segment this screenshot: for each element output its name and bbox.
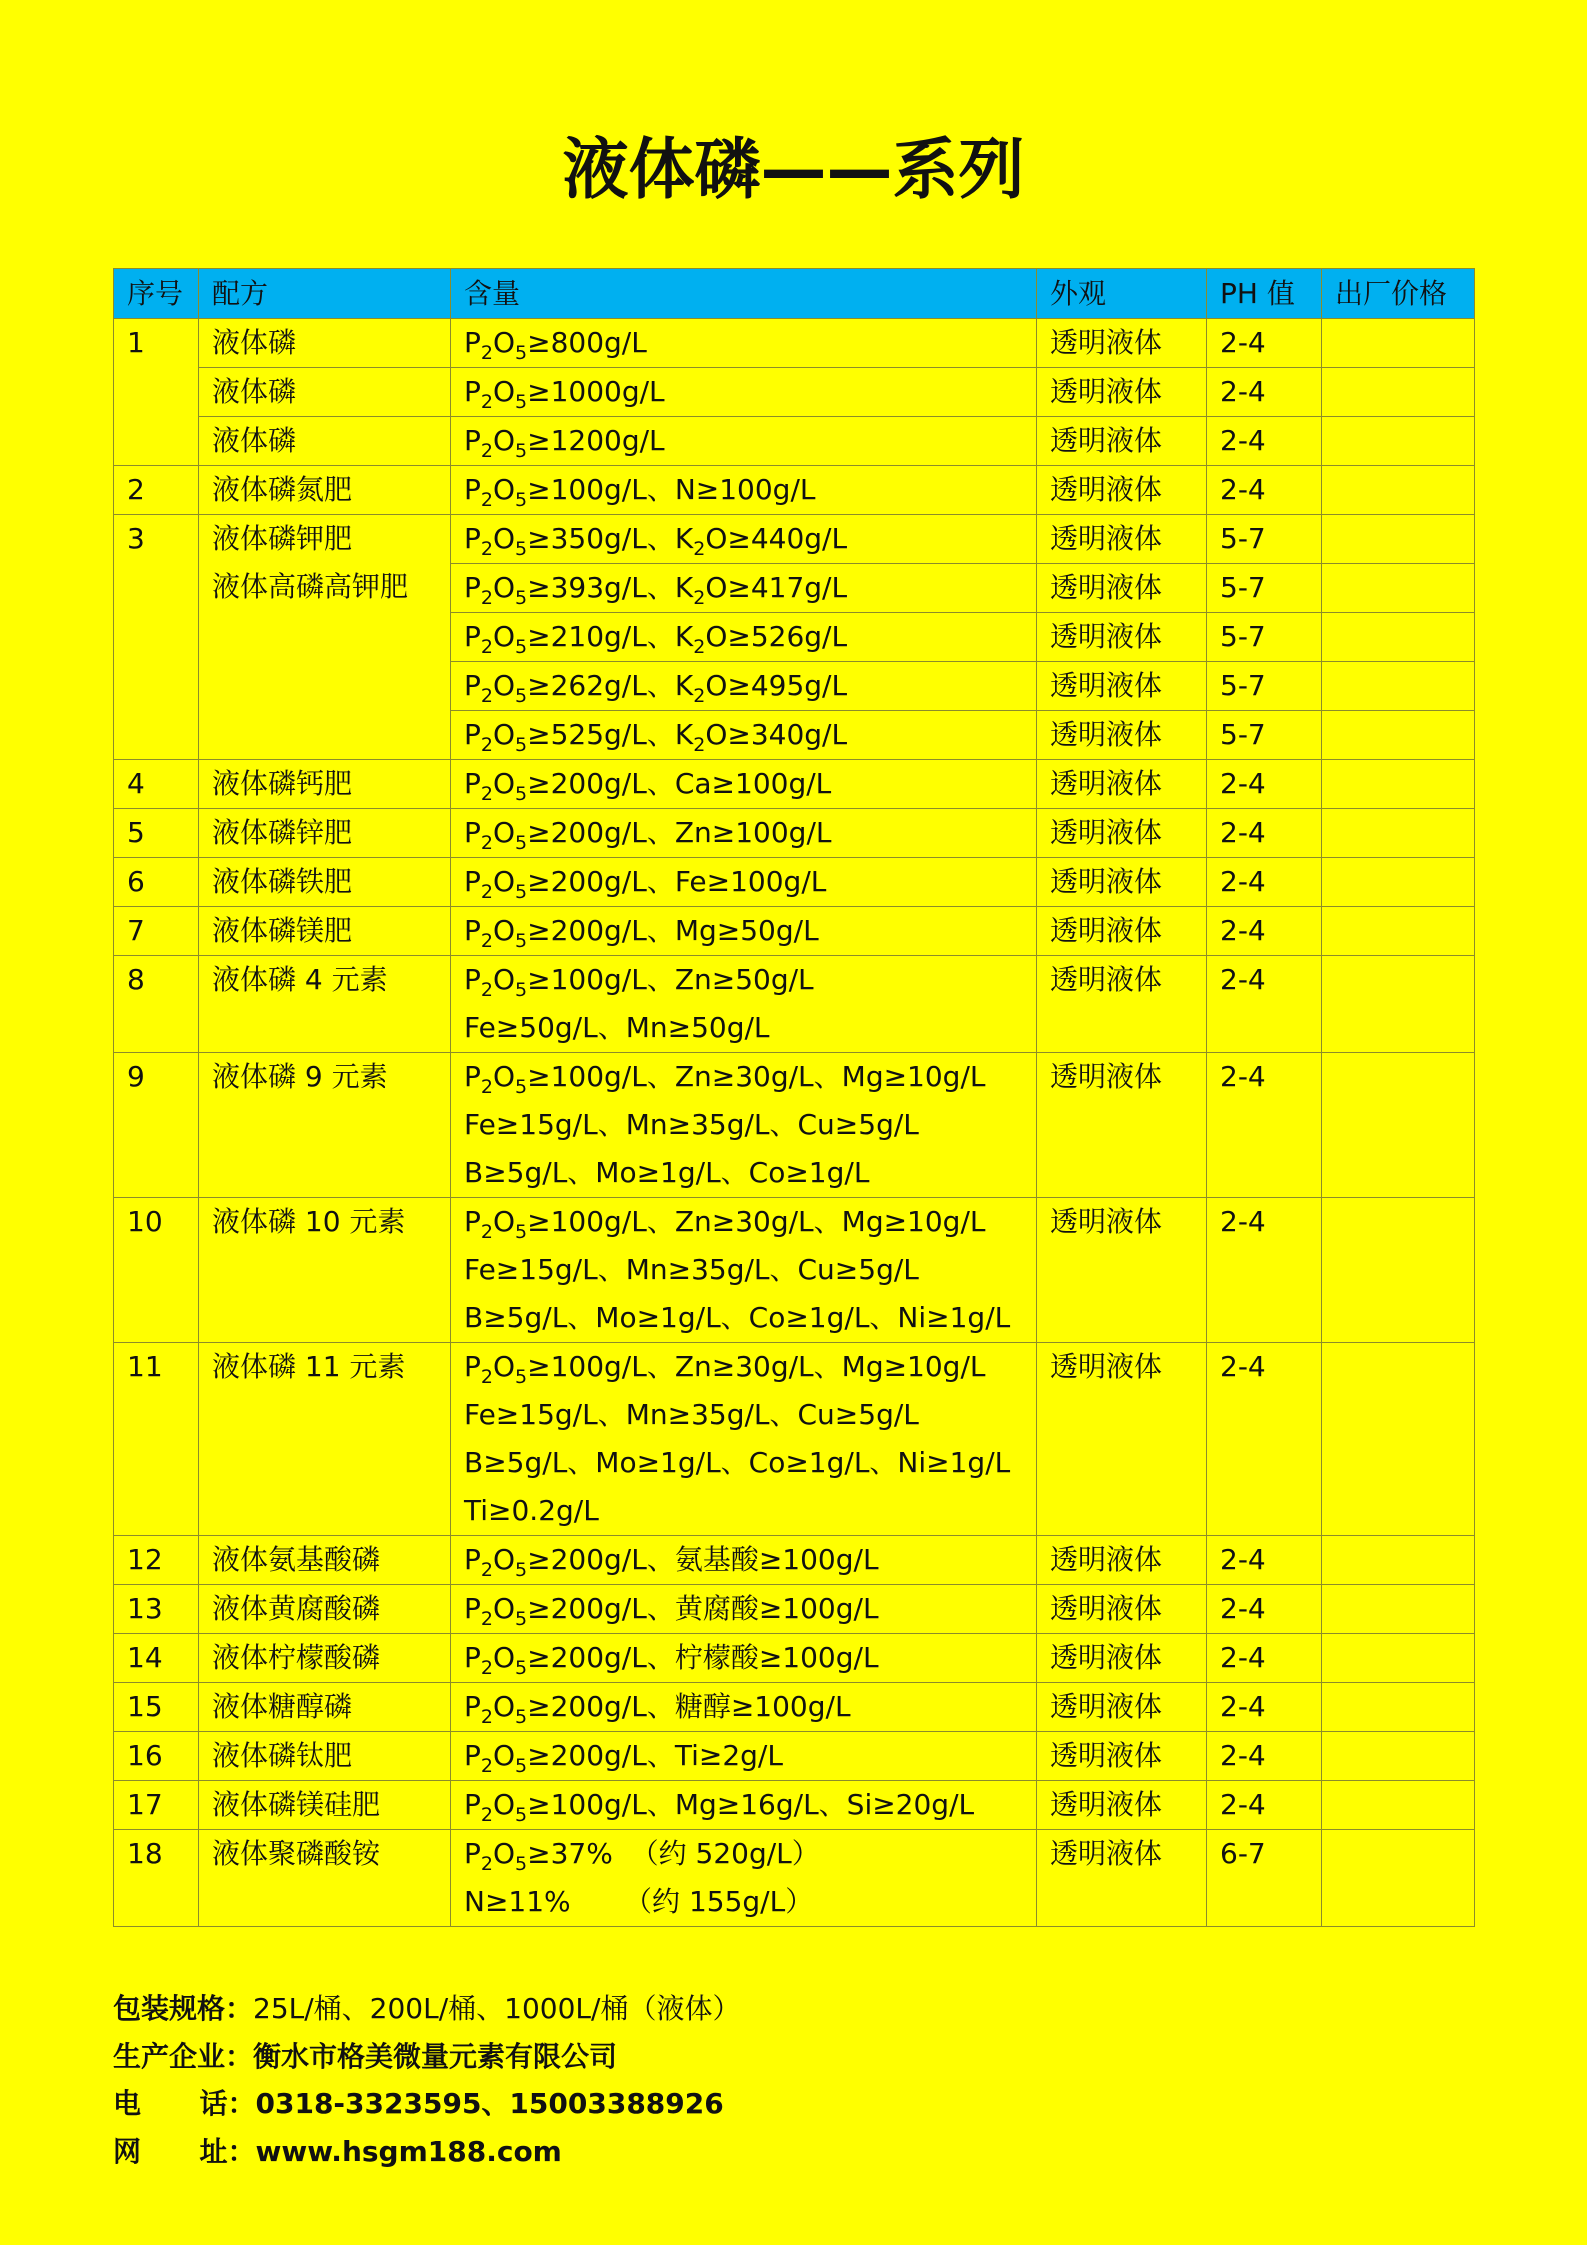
content-line: B≥5g/L、Mo≥1g/L、Co≥1g/L、Ni≥1g/L bbox=[464, 1446, 1011, 1479]
cell-price bbox=[1322, 1053, 1475, 1198]
cell-formula bbox=[199, 417, 451, 466]
content-line: $P_2O_5\ge 800g/L$ bbox=[464, 326, 647, 364]
cell-formula bbox=[199, 1781, 451, 1830]
cell-content bbox=[451, 466, 1037, 515]
cell-formula bbox=[199, 1198, 451, 1343]
cell-formula bbox=[199, 809, 451, 858]
cell-no: 18 bbox=[114, 1830, 199, 1927]
cell-content bbox=[451, 1732, 1037, 1781]
cell-content bbox=[451, 1634, 1037, 1683]
table-row bbox=[114, 1053, 1475, 1198]
cell-appearance: 透明液体 bbox=[1037, 809, 1207, 858]
content-line: $P_2O_5\ge 262g/L$、$K_2O\ge 495g/L$ bbox=[464, 669, 848, 707]
cell-ph: 2-4 bbox=[1207, 1053, 1322, 1198]
cell-appearance: 透明液体 bbox=[1037, 515, 1207, 564]
company-value: 衡水市格美微量元素有限公司 bbox=[253, 2039, 618, 2073]
cell-no: 13 bbox=[114, 1585, 199, 1634]
header-formula: 配方 bbox=[199, 269, 451, 319]
content-line: $P_2O_5\ge 37\%$ （约 520g/L） bbox=[464, 1837, 820, 1875]
cell-ph: 2-4 bbox=[1207, 1683, 1322, 1732]
content-line: B≥5g/L、Mo≥1g/L、Co≥1g/L、Ni≥1g/L bbox=[464, 1301, 1011, 1334]
cell-price bbox=[1322, 417, 1475, 466]
cell-appearance: 透明液体 bbox=[1037, 1585, 1207, 1634]
cell-formula bbox=[199, 1053, 451, 1198]
cell-price bbox=[1322, 1585, 1475, 1634]
cell-appearance: 透明液体 bbox=[1037, 466, 1207, 515]
cell-content bbox=[451, 809, 1037, 858]
cell-no: 2 bbox=[114, 466, 199, 515]
cell-price bbox=[1322, 1198, 1475, 1343]
content-line: $P_2O_5\ge 100g/L$、Zn≥50g/L bbox=[464, 963, 814, 1001]
cell-price bbox=[1322, 564, 1475, 613]
cell-ph: 2-4 bbox=[1207, 417, 1322, 466]
content-line: $P_2O_5\ge 200g/L$、Mg≥50g/L bbox=[464, 914, 819, 952]
cell-content bbox=[451, 613, 1037, 662]
cell-price bbox=[1322, 858, 1475, 907]
cell-content bbox=[451, 319, 1037, 368]
cell-content bbox=[451, 711, 1037, 760]
formula-line: 液体磷钙肥 bbox=[212, 767, 353, 800]
cell-formula bbox=[199, 907, 451, 956]
cell-price bbox=[1322, 1536, 1475, 1585]
cell-price bbox=[1322, 662, 1475, 711]
content-line: $P_2O_5\ge 100g/L$、N≥100g/L bbox=[464, 473, 816, 511]
cell-appearance: 透明液体 bbox=[1037, 956, 1207, 1053]
packaging-value: 25L/桶、200L/桶、1000L/桶（液体） bbox=[253, 1992, 741, 2025]
cell-appearance: 透明液体 bbox=[1037, 564, 1207, 613]
cell-appearance: 透明液体 bbox=[1037, 1053, 1207, 1198]
cell-content bbox=[451, 760, 1037, 809]
phone-value: 0318-3323595、15003388926 bbox=[255, 2087, 724, 2120]
cell-ph: 2-4 bbox=[1207, 368, 1322, 417]
content-line: $P_2O_5\ge 200g/L$、Ca≥100g/L bbox=[464, 767, 832, 805]
header-content: 含量 bbox=[451, 269, 1037, 319]
cell-content bbox=[451, 1198, 1037, 1343]
cell-content bbox=[451, 907, 1037, 956]
cell-content bbox=[451, 515, 1037, 564]
cell-price bbox=[1322, 760, 1475, 809]
cell-formula bbox=[199, 956, 451, 1053]
content-line: $P_2O_5\ge 100g/L$、Zn≥30g/L、Mg≥10g/L bbox=[464, 1205, 986, 1243]
cell-formula bbox=[199, 760, 451, 809]
content-line: $P_2O_5\ge 200g/L$、柠檬酸≥100g/L bbox=[464, 1641, 879, 1679]
formula-line: 液体磷锌肥 bbox=[212, 816, 353, 849]
formula-line: 液体磷 bbox=[212, 424, 297, 457]
table-row bbox=[114, 368, 1475, 417]
cell-no: 5 bbox=[114, 809, 199, 858]
formula-line: 液体黄腐酸磷 bbox=[212, 1592, 381, 1625]
cell-ph: 5-7 bbox=[1207, 564, 1322, 613]
cell-appearance: 透明液体 bbox=[1037, 417, 1207, 466]
table-row bbox=[114, 1634, 1475, 1683]
formula-line: 液体磷 4 元素 bbox=[212, 963, 388, 996]
content-line: $P_2O_5\ge 200g/L$、Ti≥2g/L bbox=[464, 1739, 783, 1777]
content-line: Ti≥0.2g/L bbox=[464, 1494, 599, 1527]
formula-line: 液体磷 10 元素 bbox=[212, 1205, 406, 1238]
cell-ph: 2-4 bbox=[1207, 1585, 1322, 1634]
table-row bbox=[114, 956, 1475, 1053]
cell-formula bbox=[199, 1585, 451, 1634]
cell-content bbox=[451, 1585, 1037, 1634]
cell-content bbox=[451, 368, 1037, 417]
cell-price bbox=[1322, 613, 1475, 662]
content-line: $P_2O_5\ge 100g/L$、Mg≥16g/L、Si≥20g/L bbox=[464, 1788, 975, 1826]
cell-no: 8 bbox=[114, 956, 199, 1053]
packaging-line bbox=[113, 1985, 740, 2033]
formula-line: 液体磷钛肥 bbox=[212, 1739, 353, 1772]
table-body bbox=[114, 319, 1475, 1927]
cell-appearance: 透明液体 bbox=[1037, 1830, 1207, 1927]
cell-ph: 6-7 bbox=[1207, 1830, 1322, 1927]
cell-appearance: 透明液体 bbox=[1037, 1536, 1207, 1585]
cell-content bbox=[451, 1053, 1037, 1198]
cell-appearance: 透明液体 bbox=[1037, 1683, 1207, 1732]
cell-no: 3 bbox=[114, 515, 199, 760]
content-line: $P_2O_5\ge 200g/L$、Zn≥100g/L bbox=[464, 816, 832, 854]
header-appearance: 外观 bbox=[1037, 269, 1207, 319]
cell-appearance: 透明液体 bbox=[1037, 1634, 1207, 1683]
cell-ph: 2-4 bbox=[1207, 809, 1322, 858]
content-line: $P_2O_5\ge 100g/L$、Zn≥30g/L、Mg≥10g/L bbox=[464, 1060, 986, 1098]
formula-line: 液体糖醇磷 bbox=[212, 1690, 353, 1723]
table-row bbox=[114, 1198, 1475, 1343]
formula-line: 液体磷铁肥 bbox=[212, 865, 353, 898]
cell-appearance: 透明液体 bbox=[1037, 368, 1207, 417]
cell-price bbox=[1322, 1634, 1475, 1683]
company-label: 生产企业： bbox=[113, 2039, 254, 2073]
formula-line: 液体高磷高钾肥 bbox=[212, 570, 409, 603]
product-spec-table bbox=[113, 268, 1475, 1927]
web-value: www.hsgm188.com bbox=[255, 2134, 562, 2168]
header-no: 序号 bbox=[114, 269, 199, 319]
content-line: B≥5g/L、Mo≥1g/L、Co≥1g/L bbox=[464, 1156, 870, 1189]
content-line: $P_2O_5\ge 525g/L$、$K_2O\ge 340g/L$ bbox=[464, 718, 848, 756]
table-header-row bbox=[114, 269, 1475, 319]
cell-formula bbox=[199, 1634, 451, 1683]
cell-no: 7 bbox=[114, 907, 199, 956]
cell-no: 14 bbox=[114, 1634, 199, 1683]
table-row bbox=[114, 1683, 1475, 1732]
cell-price bbox=[1322, 319, 1475, 368]
content-line: $P_2O_5\ge 200g/L$、Fe≥100g/L bbox=[464, 865, 827, 903]
table-row bbox=[114, 907, 1475, 956]
table-row bbox=[114, 1781, 1475, 1830]
phone-label: 电 话： bbox=[113, 2087, 256, 2120]
cell-ph: 2-4 bbox=[1207, 1536, 1322, 1585]
cell-formula bbox=[199, 319, 451, 368]
cell-appearance: 透明液体 bbox=[1037, 1343, 1207, 1536]
table-row bbox=[114, 1585, 1475, 1634]
cell-content bbox=[451, 564, 1037, 613]
formula-line: 液体氨基酸磷 bbox=[212, 1543, 381, 1576]
cell-no: 15 bbox=[114, 1683, 199, 1732]
table-row bbox=[114, 319, 1475, 368]
cell-no: 1 bbox=[114, 319, 199, 466]
cell-formula bbox=[199, 1536, 451, 1585]
cell-content bbox=[451, 1536, 1037, 1585]
cell-appearance: 透明液体 bbox=[1037, 319, 1207, 368]
cell-formula bbox=[199, 1830, 451, 1927]
content-line: Fe≥15g/L、Mn≥35g/L、Cu≥5g/L bbox=[464, 1253, 919, 1286]
cell-price bbox=[1322, 1781, 1475, 1830]
cell-price bbox=[1322, 466, 1475, 515]
cell-content bbox=[451, 956, 1037, 1053]
cell-content bbox=[451, 1830, 1037, 1927]
cell-no: 17 bbox=[114, 1781, 199, 1830]
cell-appearance: 透明液体 bbox=[1037, 711, 1207, 760]
table-row bbox=[114, 1343, 1475, 1536]
cell-ph: 2-4 bbox=[1207, 1343, 1322, 1536]
footer-info bbox=[113, 1985, 740, 2175]
web-label: 网 址： bbox=[113, 2134, 256, 2168]
phone-line bbox=[113, 2080, 740, 2128]
table-row bbox=[114, 466, 1475, 515]
cell-ph: 2-4 bbox=[1207, 319, 1322, 368]
table-row bbox=[114, 515, 1475, 564]
table-row bbox=[114, 809, 1475, 858]
cell-ph: 2-4 bbox=[1207, 1634, 1322, 1683]
content-line: Fe≥15g/L、Mn≥35g/L、Cu≥5g/L bbox=[464, 1108, 919, 1141]
formula-line: 液体聚磷酸铵 bbox=[212, 1837, 381, 1870]
cell-price bbox=[1322, 368, 1475, 417]
content-line: $P_2O_5\ge 350g/L$、$K_2O\ge 440g/L$ bbox=[464, 522, 848, 560]
cell-appearance: 透明液体 bbox=[1037, 1732, 1207, 1781]
table-row bbox=[114, 760, 1475, 809]
header-ph: PH 值 bbox=[1207, 269, 1322, 319]
content-line: N≥11% （约 155g/L） bbox=[464, 1885, 814, 1918]
cell-no: 10 bbox=[114, 1198, 199, 1343]
formula-line: 液体磷钾肥 bbox=[212, 522, 353, 555]
cell-no: 6 bbox=[114, 858, 199, 907]
cell-formula bbox=[199, 1343, 451, 1536]
cell-ph: 5-7 bbox=[1207, 613, 1322, 662]
cell-price bbox=[1322, 907, 1475, 956]
formula-line: 液体磷镁肥 bbox=[212, 914, 353, 947]
cell-formula bbox=[199, 368, 451, 417]
cell-ph: 2-4 bbox=[1207, 760, 1322, 809]
cell-no: 11 bbox=[114, 1343, 199, 1536]
content-line: $P_2O_5\ge 200g/L$、黄腐酸≥100g/L bbox=[464, 1592, 879, 1630]
content-line: $P_2O_5\ge 393g/L$、$K_2O\ge 417g/L$ bbox=[464, 571, 848, 609]
cell-content bbox=[451, 858, 1037, 907]
formula-line: 液体磷镁硅肥 bbox=[212, 1788, 381, 1821]
cell-no: 12 bbox=[114, 1536, 199, 1585]
formula-line: 液体磷 bbox=[212, 326, 297, 359]
formula-line: 液体磷 9 元素 bbox=[212, 1060, 388, 1093]
cell-formula bbox=[199, 858, 451, 907]
cell-ph: 2-4 bbox=[1207, 1732, 1322, 1781]
content-line: Fe≥15g/L、Mn≥35g/L、Cu≥5g/L bbox=[464, 1398, 919, 1431]
cell-no: 16 bbox=[114, 1732, 199, 1781]
page-title: 液体磷——系列 bbox=[562, 131, 1025, 208]
table-row bbox=[114, 1732, 1475, 1781]
content-line: $P_2O_5\ge 1000g/L$ bbox=[464, 375, 665, 413]
cell-price bbox=[1322, 1683, 1475, 1732]
cell-content bbox=[451, 1683, 1037, 1732]
cell-appearance: 透明液体 bbox=[1037, 760, 1207, 809]
cell-price bbox=[1322, 809, 1475, 858]
cell-ph: 2-4 bbox=[1207, 466, 1322, 515]
cell-price bbox=[1322, 1343, 1475, 1536]
table-row bbox=[114, 417, 1475, 466]
company-line bbox=[113, 2033, 740, 2081]
formula-line: 液体磷 11 元素 bbox=[212, 1350, 406, 1383]
content-line: $P_2O_5\ge 210g/L$、$K_2O\ge 526g/L$ bbox=[464, 620, 848, 658]
content-line: $P_2O_5\ge 100g/L$、Zn≥30g/L、Mg≥10g/L bbox=[464, 1350, 986, 1388]
cell-formula bbox=[199, 1732, 451, 1781]
cell-formula bbox=[199, 515, 451, 760]
content-line: $P_2O_5\ge 200g/L$、糖醇≥100g/L bbox=[464, 1690, 851, 1728]
cell-ph: 5-7 bbox=[1207, 711, 1322, 760]
formula-line: 液体磷氮肥 bbox=[212, 473, 353, 506]
web-line bbox=[113, 2128, 740, 2176]
cell-formula bbox=[199, 466, 451, 515]
cell-appearance: 透明液体 bbox=[1037, 613, 1207, 662]
cell-price bbox=[1322, 956, 1475, 1053]
cell-ph: 2-4 bbox=[1207, 907, 1322, 956]
cell-ph: 5-7 bbox=[1207, 515, 1322, 564]
cell-content bbox=[451, 417, 1037, 466]
cell-no: 4 bbox=[114, 760, 199, 809]
formula-line: 液体柠檬酸磷 bbox=[212, 1641, 381, 1674]
formula-line: 液体磷 bbox=[212, 375, 297, 408]
content-line: Fe≥50g/L、Mn≥50g/L bbox=[464, 1011, 770, 1044]
content-line: $P_2O_5\ge 200g/L$、氨基酸≥100g/L bbox=[464, 1543, 879, 1581]
cell-content bbox=[451, 662, 1037, 711]
cell-price bbox=[1322, 1830, 1475, 1927]
cell-content bbox=[451, 1343, 1037, 1536]
packaging-label: 包装规格： bbox=[113, 1992, 254, 2025]
cell-price bbox=[1322, 515, 1475, 564]
cell-appearance: 透明液体 bbox=[1037, 662, 1207, 711]
table-row bbox=[114, 1536, 1475, 1585]
cell-appearance: 透明液体 bbox=[1037, 1781, 1207, 1830]
cell-ph: 2-4 bbox=[1207, 1781, 1322, 1830]
cell-ph: 2-4 bbox=[1207, 1198, 1322, 1343]
cell-ph: 2-4 bbox=[1207, 858, 1322, 907]
cell-ph: 5-7 bbox=[1207, 662, 1322, 711]
cell-appearance: 透明液体 bbox=[1037, 1198, 1207, 1343]
cell-appearance: 透明液体 bbox=[1037, 907, 1207, 956]
cell-ph: 2-4 bbox=[1207, 956, 1322, 1053]
cell-appearance: 透明液体 bbox=[1037, 858, 1207, 907]
cell-no: 9 bbox=[114, 1053, 199, 1198]
table-row bbox=[114, 1830, 1475, 1927]
cell-price bbox=[1322, 1732, 1475, 1781]
cell-content bbox=[451, 1781, 1037, 1830]
content-line: $P_2O_5\ge 1200g/L$ bbox=[464, 424, 665, 462]
cell-formula bbox=[199, 1683, 451, 1732]
table-row bbox=[114, 858, 1475, 907]
cell-price bbox=[1322, 711, 1475, 760]
header-price: 出厂价格 bbox=[1322, 269, 1475, 319]
